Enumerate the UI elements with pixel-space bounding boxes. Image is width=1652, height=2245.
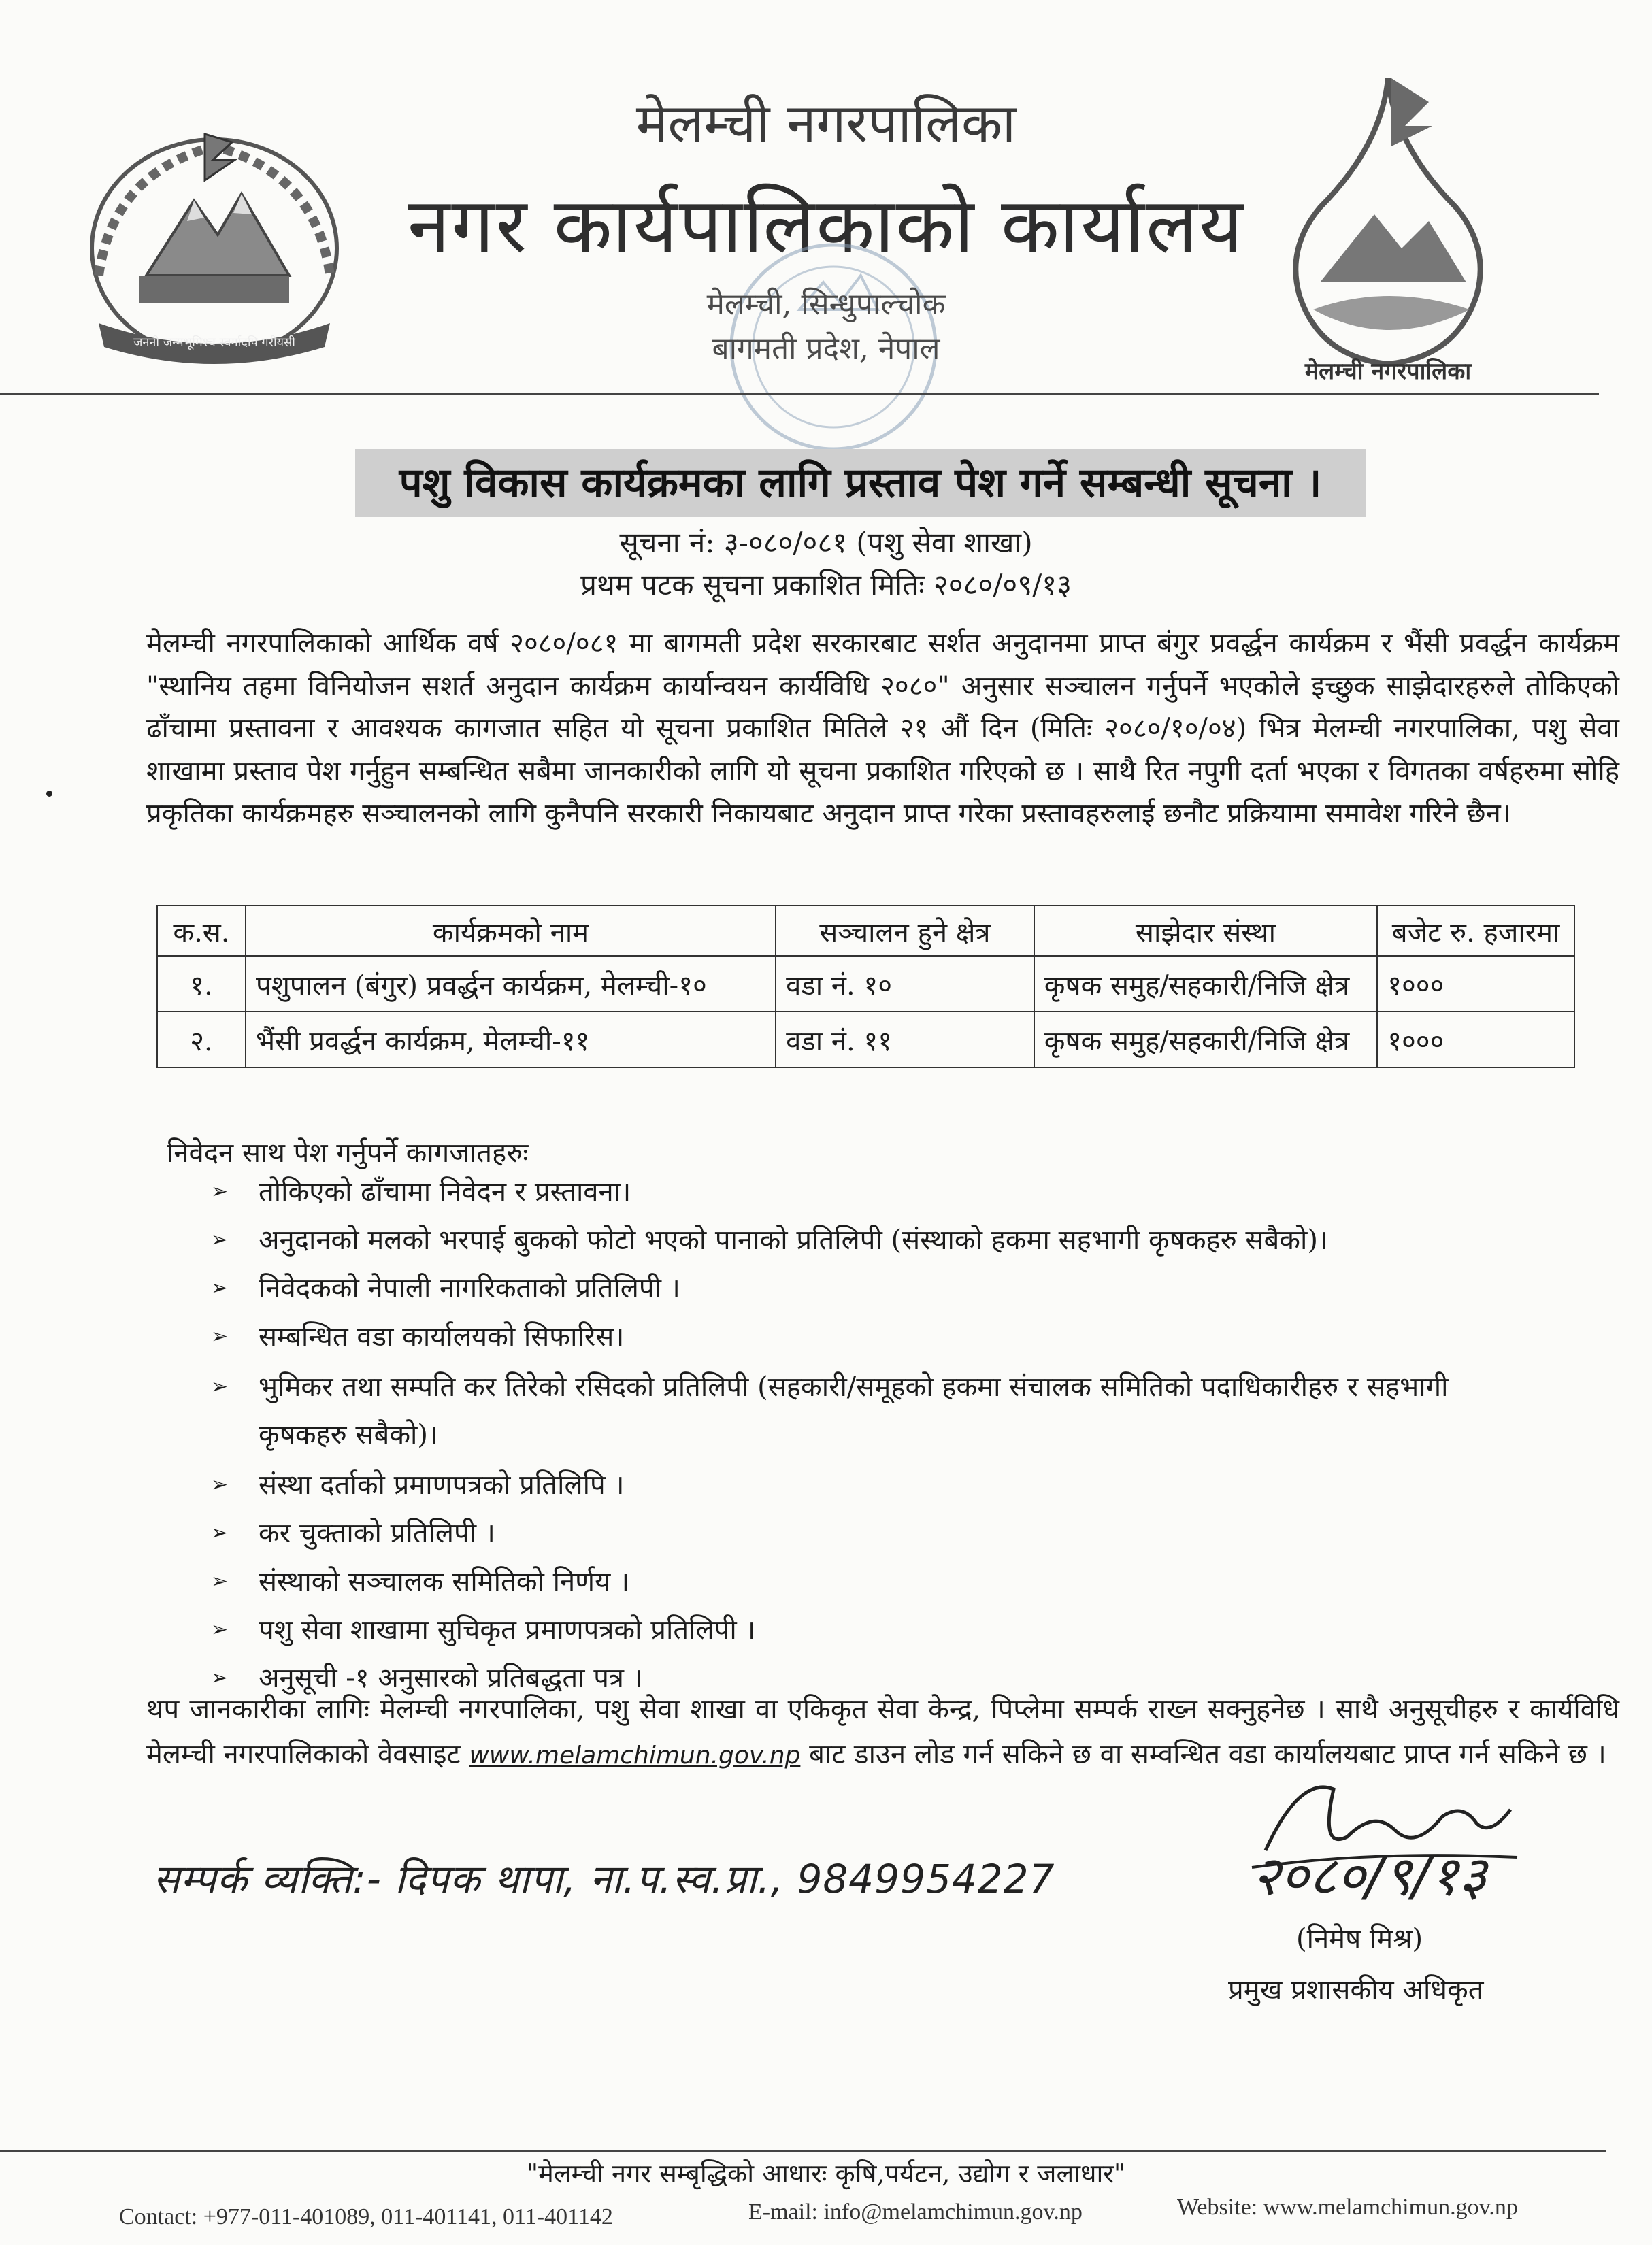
right-logo-text: मेलम्ची नगरपालिका <box>1304 358 1472 384</box>
col-program-name: कार्यक्रमको नाम <box>246 905 776 956</box>
arrow-bullet-icon: ➢ <box>211 1325 229 1348</box>
program-table <box>156 905 1575 1068</box>
footer-website[interactable]: Website: www.melamchimun.gov.np <box>1177 2195 1518 2220</box>
row-area: वडा नं. ११ <box>776 1012 1034 1067</box>
col-area: सञ्चालन हुने क्षेत्र <box>776 905 1034 956</box>
intro-paragraph: मेलम्ची नगरपालिकाको आर्थिक वर्ष २०८०/०८१ मा बागमती प्रदेश सरकारबाट सर्शत अनुदानमा प्राप्त बंगुर प्रवर्द्धन कार्यक्रम र भैंसी प्रवर्द्धन कार्यक्रम "स्थानिय तहमा विनियोजन सशर्त अनुदान कार्यक्रम कार्यान्वयन कार्यविधि २०८०" अनुसार सञ्चालन गर्नुपर्ने भएकोले इच्छुक साझेदारहरुले तोकिएको ढाँचामा प्रस्तावना र आवश्यक कागजात सहित यो सूचना प्रकाशित मितिले २१ औं दिन (मितिः २०८०/१०/०४) भित्र मेलम्ची नगरपालिका, पशु सेवा शाखामा प्रस्ताव पेश गर्नुहुन सम्बन्धित सबैमा जानकारीको लागि यो सूचना प्रकाशित गरिएको छ । साथै रित नपुगी दर्ता भएका र विगतका वर्षहरुमा सोहि प्रकृतिका कार्यक्रमहरु सञ्चालनको लागि कुनैपनि सरकारी निकायबाट अनुदान प्राप्त गरेका प्रस्तावहरुलाई छनौट प्रक्रियामा समावेश गरिने छैन। <box>146 628 1619 829</box>
row-budget: १००० <box>1377 956 1574 1012</box>
list-item: ➢ अनुदानको मलको भरपाई बुकको फोटो भएको पानाको प्रतिलिपी (संस्थाको हकमा सहभागी कृषकहरु सबैको)। <box>211 1218 1538 1262</box>
header-divider <box>0 393 1599 395</box>
row-serial: २. <box>157 1012 246 1067</box>
address-line-2: बागमती प्रदेश, नेपाल <box>712 331 940 366</box>
arrow-bullet-icon: ➢ <box>211 1666 229 1690</box>
scan-speck <box>46 791 52 797</box>
footer-slogan: "मेलम्ची नगर सम्बृद्धिको आधारः कृषि,पर्यटन, उद्योग र जलाधार" <box>526 2159 1126 2189</box>
signer-name: (निमेष मिश्र) <box>1296 1923 1423 1955</box>
list-item: ➢ सम्बन्धित वडा कार्यालयको सिफारिस। <box>211 1315 1538 1359</box>
footer-phone: Contact: +977-011-401089, 011-401141, 011-401142 <box>119 2204 613 2229</box>
documents-list <box>211 1170 1538 1705</box>
arrow-bullet-icon: ➢ <box>211 1228 229 1252</box>
list-item: ➢ निवेदकको नेपाली नागरिकताको प्रतिलिपी । <box>211 1267 1538 1310</box>
row-budget: १००० <box>1377 1012 1574 1067</box>
arrow-bullet-icon: ➢ <box>211 1276 229 1300</box>
first-published-date: प्रथम पटक सूचना प्रकाशित मितिः २०८०/०९/१३ <box>580 568 1072 601</box>
list-item: ➢ भुमिकर तथा सम्पति कर तिरेको रसिदको प्रतिलिपी (सहकारी/समूहको हकमा संचालक समितिको पदाधिकारीहरु र सहभागी कृषकहरु सबैको)। <box>211 1363 1538 1459</box>
handwritten-contact-person: सम्पर्क व्यक्ति:- दिपक थापा, ना.प.स्व.प्रा., 9849954227 <box>153 1856 1055 1902</box>
list-item: ➢ संस्था दर्ताको प्रमाणपत्रको प्रतिलिपि । <box>211 1463 1538 1507</box>
arrow-bullet-icon: ➢ <box>211 1473 229 1497</box>
col-serial: क.स. <box>157 905 246 956</box>
arrow-bullet-icon: ➢ <box>211 1569 229 1593</box>
list-item: ➢ पशु सेवा शाखामा सुचिकृत प्रमाणपत्रको प्रतिलिपी । <box>211 1608 1538 1652</box>
arrow-bullet-icon: ➢ <box>211 1521 229 1545</box>
website-link[interactable]: www.melamchimun.gov.np <box>469 1742 801 1769</box>
signature-date: २०८०/९/१३ <box>1252 1844 1487 1908</box>
list-item: ➢ कर चुक्ताको प्रतिलिपी । <box>211 1512 1538 1555</box>
emblem-motto: जननी जन्मभूमिश्च स्वर्गादपि गरीयसी <box>133 335 295 350</box>
closing-text-before: थप जानकारीका लागिः मेलम्ची नगरपालिका, पशु सेवा शाखा वा एकिकृत सेवा केन्द्र, पिप्लेमा सम्पर्क राख्न सक्नुहनेछ । साथै अनुसूचीहरु र कार्यविधि मेलम्ची नगरपालिकाको वेवसाइट <box>146 1694 1619 1770</box>
row-serial: १. <box>157 956 246 1012</box>
table-row <box>157 956 1574 1012</box>
list-item: ➢ तोकिएको ढाँचामा निवेदन र प्रस्तावना। <box>211 1170 1538 1214</box>
list-item: ➢ संस्थाको सञ्चालक समितिको निर्णय । <box>211 1560 1538 1603</box>
footer-divider <box>0 2150 1606 2152</box>
list-item: ➢ अनुसूची -१ अनुसारको प्रतिबद्धता पत्र । <box>211 1657 1538 1700</box>
col-partner: साझेदार संस्था <box>1034 905 1377 956</box>
table-row <box>157 1012 1574 1067</box>
row-area: वडा नं. १० <box>776 956 1034 1012</box>
row-program-name: भैंसी प्रवर्द्धन कार्यक्रम, मेलम्ची-११ <box>246 1012 776 1067</box>
arrow-bullet-icon: ➢ <box>211 1375 229 1399</box>
notice-number: सूचना नं: ३-०८०/०८१ (पशु सेवा शाखा) <box>619 526 1033 559</box>
closing-text-after: बाट डाउन लोड गर्न सकिने छ वा सम्वन्धित वडा कार्यालयबाट प्राप्त गर्न सकिने छ । <box>809 1739 1606 1770</box>
office-name: नगर कार्यपालिकाको कार्यालय <box>408 182 1244 270</box>
notice-heading: पशु विकास कार्यक्रमका लागि प्रस्ताव पेश गर्ने सम्बन्धी सूचना । <box>355 449 1366 517</box>
row-program-name: पशुपालन (बंगुर) प्रवर्द्धन कार्यक्रम, मेलम्ची-१० <box>246 956 776 1012</box>
table-header-row <box>157 905 1574 956</box>
signer-title: प्रमुख प्रशासकीय अधिकृत <box>1228 1974 1484 2006</box>
documents-heading: निवेदन साथ पेश गर्नुपर्ने कागजातहरुः <box>167 1137 529 1169</box>
row-partner: कृषक समुह/सहकारी/निजि क्षेत्र <box>1034 1012 1377 1067</box>
arrow-bullet-icon: ➢ <box>211 1180 229 1203</box>
col-budget: बजेट रु. हजारमा <box>1377 905 1574 956</box>
address-line-1: मेलम्ची, सिन्धुपाल्चोक <box>706 287 946 322</box>
footer-email[interactable]: E-mail: info@melamchimun.gov.np <box>748 2199 1083 2225</box>
municipality-name: मेलम्ची नगरपालिका <box>635 93 1017 154</box>
row-partner: कृषक समुह/सहकारी/निजि क्षेत्र <box>1034 956 1377 1012</box>
melamchi-municipality-logo <box>1279 65 1497 384</box>
arrow-bullet-icon: ➢ <box>211 1618 229 1642</box>
